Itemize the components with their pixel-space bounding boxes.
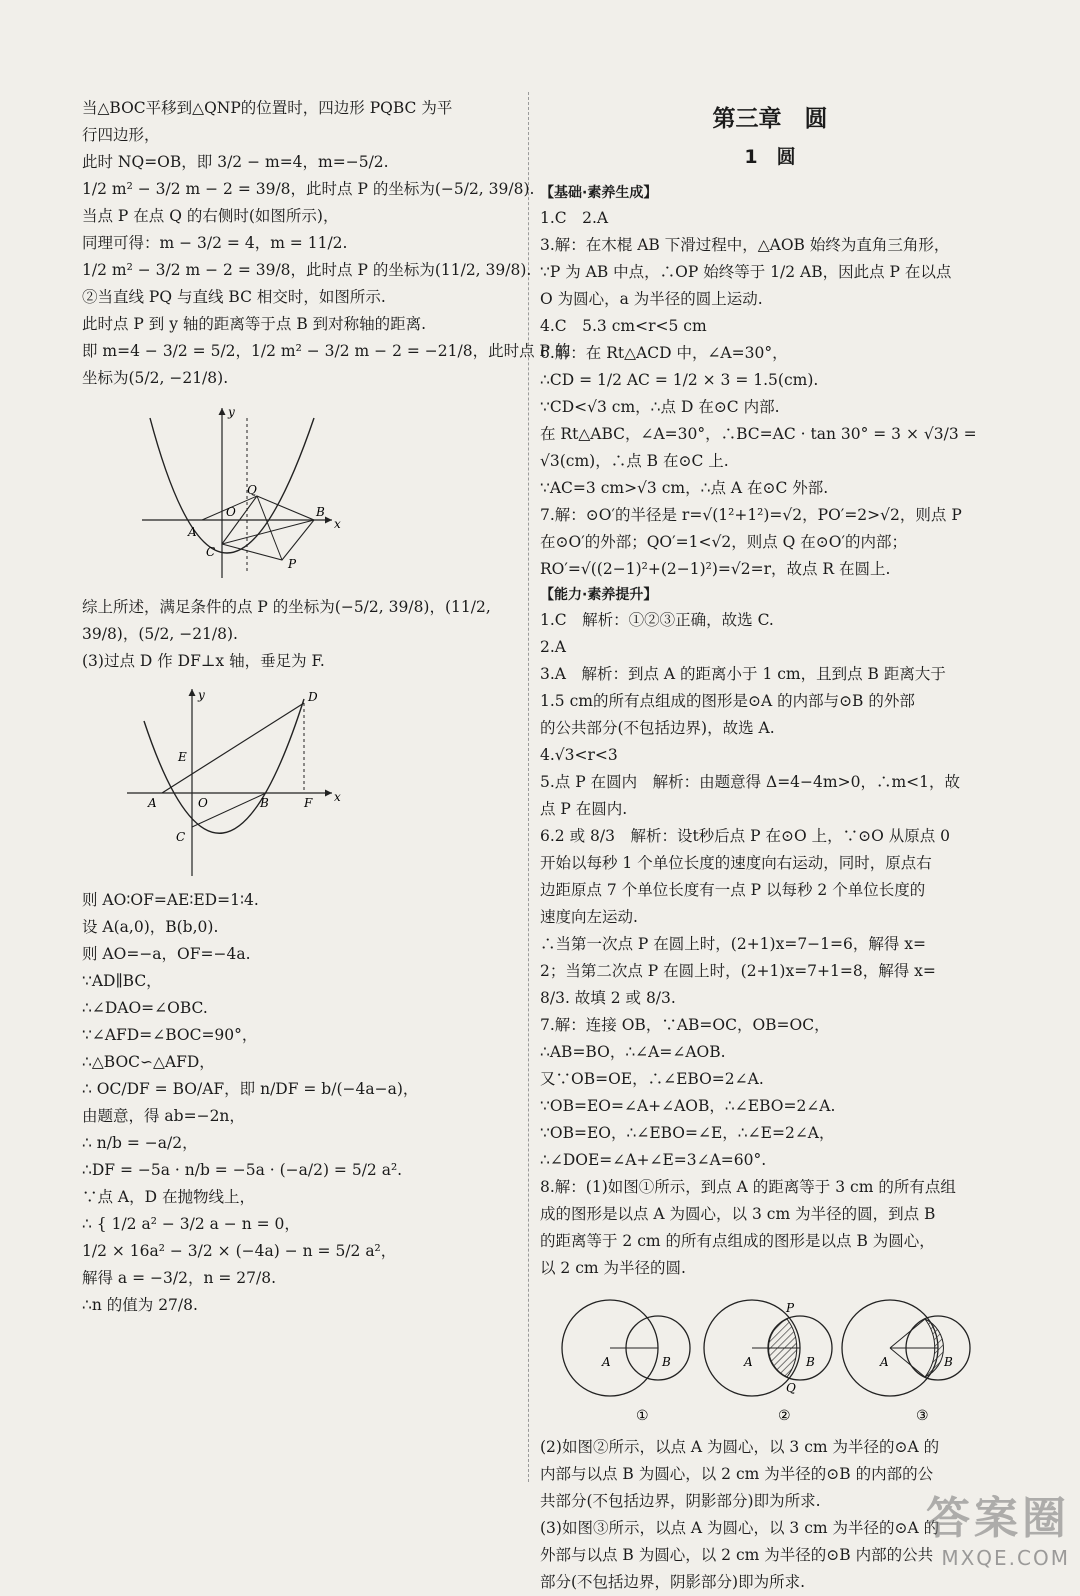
answer-line: RO′=√((2−1)²+(2−1)²)=√2=r，故点 R 在圆上. (540, 560, 891, 578)
answer-line: ∵CD<√3 cm，∴点 D 在⊙C 内部. (540, 398, 780, 416)
answer-line: ∴AB=BO，∴∠A=∠AOB. (540, 1043, 726, 1061)
site-watermark (926, 1482, 1070, 1570)
fig2-label: y (198, 688, 205, 702)
circle-label: A (744, 1355, 753, 1369)
solution-part-1 (82, 95, 571, 392)
answer-line: ∵AC=3 cm>√3 cm，∴点 A 在⊙C 外部. (540, 479, 829, 497)
watermark-logo-text: 答案圈 (926, 1493, 1070, 1544)
answer-line: ∵OB=EO，∴∠EBO=∠E，∴∠E=2∠A， (540, 1124, 835, 1142)
chapter-title: 第三章 圆 (712, 106, 828, 132)
answer-line: 1.C 2.A (540, 209, 609, 227)
text-line: ∴DF = −5a · n/b = −5a · (−a/2) = 5/2 a². (82, 1161, 403, 1179)
answer-line: 在 Rt△ABC，∠A=30°，∴BC=AC · tan 30° = 3 × √3/3 = (540, 425, 977, 443)
text-line: 此时 NQ=OB，即 3/2 − m=4，m=−5/2. (82, 153, 389, 171)
answer-line: 6.解：在 Rt△ACD 中，∠A=30°， (540, 344, 788, 362)
right-column (540, 95, 1000, 1596)
circle-label: Q (786, 1381, 796, 1395)
solution-part-3 (82, 887, 522, 1319)
answer-line: (3)如图③所示，以点 A 为圆心，以 3 cm 为半径的⊙A 的 (540, 1519, 940, 1537)
text-line: 1/2 × 16a² − 3/2 × (−4a) − n = 5/2 a²， (82, 1242, 397, 1260)
answer-line: 外部与以点 B 为圆心，以 2 cm 为半径的⊙B 内部的公共 (540, 1546, 934, 1564)
circle-label: A (602, 1355, 611, 1369)
answer-line: 7.解：连接 OB，∵AB=OC，OB=OC， (540, 1016, 830, 1034)
section-title: 1 圆 (744, 146, 796, 168)
solution-part-2 (82, 594, 522, 675)
answer-line: ∵OB=EO=∠A+∠AOB，∴∠EBO=2∠A. (540, 1097, 836, 1115)
answer-line: 在⊙O′的外部；QO′=1<√2，则点 Q 在⊙O′的内部； (540, 533, 907, 551)
text-line: 1/2 m² − 3/2 m − 2 = 39/8，此时点 P 的坐标为(−5/2, 39/8). (82, 180, 535, 198)
circle-label: A (880, 1355, 889, 1369)
answer-line: 3.解：在木棍 AB 下滑过程中，△AOB 始终为直角三角形， (540, 236, 950, 254)
answer-line: 开始以每秒 1 个单位长度的速度向右运动，同时，原点右 (540, 854, 932, 872)
text-line: 当点 P 在点 Q 的右侧时(如图所示)， (82, 207, 339, 225)
text-line: 则 AO=−a，OF=−4a. (82, 945, 251, 963)
text-line: 由题意，得 ab=−2n， (82, 1107, 245, 1125)
fig2-label: B (260, 796, 269, 810)
ability-header: 【能力·素养提升】 (540, 587, 658, 603)
answer-line: 2；当第二次点 P 在圆上时，(2+1)x=7+1=8，解得 x= (540, 962, 936, 980)
fig2-label: A (148, 796, 157, 810)
circle-label: P (786, 1301, 795, 1315)
basic-answers (540, 205, 1000, 583)
fig1-label: y (228, 405, 235, 419)
text-line: ②当直线 PQ 与直线 BC 相交时，如图所示. (82, 288, 386, 306)
text-line: ∴ { 1/2 a² − 3/2 a − n = 0， (82, 1215, 300, 1233)
answer-line: ∴∠DOE=∠A+∠E=3∠A=60°. (540, 1151, 767, 1169)
text-line: 行四边形， (82, 126, 160, 144)
answer-line: 4.√3<r<3 (540, 746, 618, 764)
answer-line: 7.解：⊙O′的半径是 r=√(1²+1²)=√2，PO′=2>√2，则点 P (540, 506, 962, 524)
answer-line: 内部与以点 B 为圆心，以 2 cm 为半径的⊙B 的内部的公 (540, 1465, 934, 1483)
text-line: ∵AD∥BC， (82, 972, 162, 990)
answer-line: 速度向左运动. (540, 908, 638, 926)
fig1-label: P (288, 557, 297, 571)
text-line: ∴ n/b = −a/2， (82, 1134, 198, 1152)
fig2-label: E (178, 750, 187, 764)
answer-line: 点 P 在圆内. (540, 800, 628, 818)
fig2-label: F (304, 796, 313, 810)
figure-caption: ① (636, 1408, 649, 1424)
text-line: 综上所述，满足条件的点 P 的坐标为(−5/2, 39/8)，(11/2, (82, 598, 491, 616)
answer-line: 边距原点 7 个单位长度有一点 P 以每秒 2 个单位长度的 (540, 881, 926, 899)
text-line: 同理可得：m − 3/2 = 4，m = 11/2. (82, 234, 348, 252)
text-line: ∴△BOC∽△AFD， (82, 1053, 215, 1071)
answer-line: 的公共部分(不包括边界)，故选 A. (540, 719, 775, 737)
fig2-label: C (176, 830, 186, 844)
text-line: 设 A(a,0)，B(b,0). (82, 918, 219, 936)
circle-label: B (944, 1355, 953, 1369)
answer-line: 8/3. 故填 2 或 8/3. (540, 989, 676, 1007)
answer-line: 又∵OB=OE，∴∠EBO=2∠A. (540, 1070, 764, 1088)
answer-line: 1.5 cm的所有点组成的图形是⊙A 的内部与⊙B 的外部 (540, 692, 915, 710)
column-divider (528, 92, 529, 1482)
answer-line: 5.点 P 在圆内 解析：由题意得 Δ=4−4m>0，∴m<1，故 (540, 773, 960, 791)
fig1-label: x (334, 517, 341, 531)
basic-header: 【基础·素养生成】 (540, 185, 658, 201)
text-line: ∴n 的值为 27/8. (82, 1296, 198, 1314)
answer-line: 以 2 cm 为半径的圆. (540, 1259, 686, 1277)
fig1-label: B (316, 505, 325, 519)
text-line: ∵点 A，D 在抛物线上， (82, 1188, 255, 1206)
text-line: ∴∠DAO=∠OBC. (82, 999, 208, 1017)
text-line: ∴ OC/DF = BO/AF，即 n/DF = b/(−4a−a)， (82, 1080, 419, 1098)
answer-line: 1.C 解析：①②③正确，故选 C. (540, 611, 774, 629)
text-line: 1/2 m² − 3/2 m − 2 = 39/8，此时点 P 的坐标为(11/2, 39/8). (82, 261, 532, 279)
fig2-label: D (308, 690, 318, 704)
text-line: (3)过点 D 作 DF⊥x 轴，垂足为 F. (82, 652, 325, 670)
answer-line: (2)如图②所示，以点 A 为圆心，以 3 cm 为半径的⊙A 的 (540, 1438, 940, 1456)
answer-line: 8.解：(1)如图①所示，到点 A 的距离等于 3 cm 的所有点组 (540, 1178, 956, 1196)
answer-line: 成的图形是以点 A 为圆心，以 3 cm 为半径的圆，到点 B (540, 1205, 936, 1223)
text-line: 39/8)，(5/2, −21/8). (82, 625, 238, 643)
answer-line: ∴CD = 1/2 AC = 1/2 × 3 = 1.5(cm). (540, 371, 819, 389)
answer-line: ∵P 为 AB 中点，∴OP 始终等于 1/2 AB，因此点 P 在以点 (540, 263, 952, 281)
fig1-label: C (206, 545, 216, 559)
circle-label: B (662, 1355, 671, 1369)
answer-line: 的距离等于 2 cm 的所有点组成的图形是以点 B 为圆心， (540, 1232, 935, 1250)
answer-line: O 为圆心，a 为半径的圆上运动. (540, 290, 763, 308)
answer-line: √3(cm)，∴点 B 在⊙C 上. (540, 452, 729, 470)
text-line: 解得 a = −3/2，n = 27/8. (82, 1269, 276, 1287)
fig1-label: Q (247, 483, 257, 497)
figure-caption: ③ (916, 1408, 929, 1424)
answer-line: 共部分(不包括边界，阴影部分)即为所求. (540, 1492, 821, 1510)
figure-caption: ② (778, 1408, 791, 1424)
text-line: 即 m=4 − 3/2 = 5/2，1/2 m² − 3/2 m − 2 = −21/8，此时点 P 的 (82, 342, 571, 360)
answer-line: 部分(不包括边界，阴影部分)即为所求. (540, 1573, 806, 1591)
text-line: 则 AO∶OF=AE∶ED=1∶4. (82, 891, 259, 909)
answer-line: 6.2 或 8/3 解析：设t秒后点 P 在⊙O 上，∵⊙O 从原点 0 (540, 827, 950, 845)
answer-line: 2.A (540, 638, 566, 656)
left-column (82, 95, 571, 1319)
answer-line: 4.C 5.3 cm<r<5 cm (540, 317, 707, 335)
fig2-label: O (198, 796, 208, 810)
answer-line: 3.A 解析：到点 A 的距离小于 1 cm，且到点 B 距离大于 (540, 665, 946, 683)
answer-line: ∴当第一次点 P 在圆上时，(2+1)x=7−1=6，解得 x= (540, 935, 927, 953)
text-line: 坐标为(5/2, −21/8). (82, 369, 229, 387)
fig2-label: x (334, 790, 341, 804)
text-line: 此时点 P 到 y 轴的距离等于点 B 到对称轴的距离. (82, 315, 427, 333)
watermark-url: MXQE.COM (941, 1546, 1070, 1570)
parabola-figure-2 (82, 681, 382, 881)
text-line: 当△BOC平移到△QNP的位置时，四边形 PQBC 为平 (82, 99, 453, 117)
parabola-figure-1 (82, 398, 382, 588)
fig1-label: A (188, 525, 197, 539)
fig1-label: O (226, 505, 236, 519)
text-line: ∵∠AFD=∠BOC=90°， (82, 1026, 258, 1044)
circles-figure (540, 1288, 980, 1428)
ability-answers (540, 607, 1000, 1282)
circle-label: B (806, 1355, 815, 1369)
